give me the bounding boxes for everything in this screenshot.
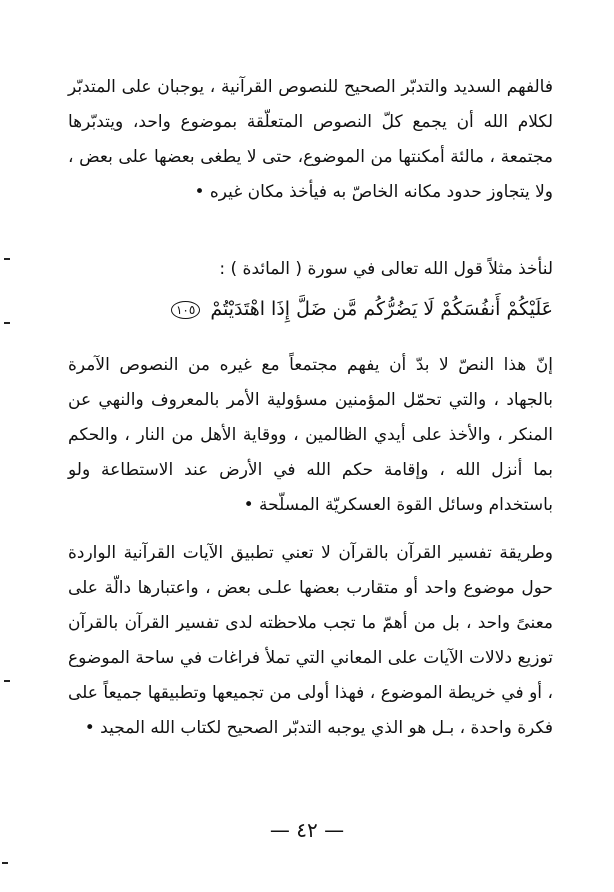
paragraph-2: لنأخذ مثلاً قول الله تعالى في سورة ( المائدة ) :	[219, 259, 553, 279]
verse-text: عَلَيْكُمْ أَنفُسَكُمْ لَا يَضُرُّكُم مَّن ضَلَّ إِذَا اهْتَدَيْتُمْ	[210, 298, 553, 320]
margin-mark	[4, 322, 10, 324]
page-number: — ٤٢ —	[269, 818, 345, 842]
paragraph-3: إنّ هذا النصّ لا بدّ أن يفهم مجتمعاً مع غيره من النصوص الآمرة بالجهاد ، والتي تحمّل المؤمنين مسؤولية الأمر بالمعروف والنهي عن المنكر ، والأخذ على أيدي الظالمين ، ووقاية الأهل من النار ، والحكم بما أنزل الله ، وإقامة حكم الله في الأرض عند الاستطاعة ولو باستخدام وسائل القوة العسكريّة المسلّحة •	[68, 355, 553, 515]
margin-mark	[4, 258, 10, 260]
paragraph-4: وطريقة تفسير القرآن بالقرآن لا تعني تطبيق الآيات القرآنية الواردة حول موضوع واحد أو متقارب بعضها علـى بعض ، واعتبارها دالّة على معنىً واحد ، بل من أهمّ ما تجب ملاحظته لدى تفسير القرآن بالقرآن توزيع دلالات الآيات على المعاني التي تملأ فراغات في ساحة الموضوع ، أو في خريطة الموضوع ، فهذا أولى من تجميعها وتطبيقها جميعاً على فكرة واحدة ، بـل هو الذي يوجبه التدبّر الصحيح لكتاب الله المجيد •	[68, 543, 553, 738]
margin-mark	[4, 680, 10, 682]
quran-verse	[68, 292, 553, 327]
margin-mark	[2, 862, 8, 864]
paragraph-1: فالفهم السديد والتدبّر الصحيح للنصوص القرآنية ، يوجبان على المتدبّر لكلام الله أن يجمع كلّ النصوص المتعلّقة بموضوع واحد، ويتدبّرها مجتمعة ، مالئة أمكنتها من الموضوع، حتى لا يطغى بعضها على بعض ، ولا يتجاوز حدود مكانه الخاصّ به فيأخذ مكان غيره •	[68, 77, 553, 202]
verse-number: ١٠٥	[171, 301, 200, 319]
